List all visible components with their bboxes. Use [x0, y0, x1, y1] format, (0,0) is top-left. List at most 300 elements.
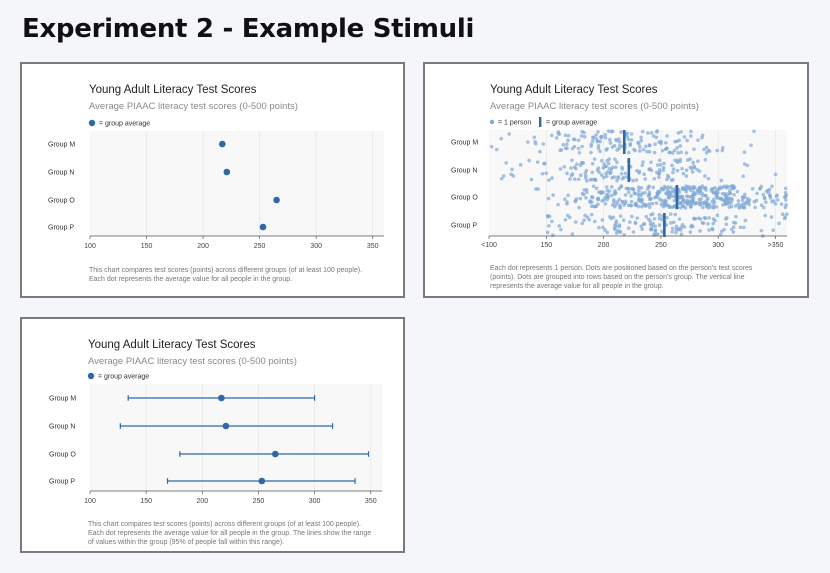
person-dot — [698, 201, 702, 205]
person-dot — [573, 177, 577, 181]
person-dot — [558, 149, 562, 153]
group-label: Group O — [48, 197, 75, 205]
person-dot — [783, 215, 787, 219]
person-dot — [721, 192, 725, 196]
person-dot — [769, 196, 773, 200]
legend-avg-label: = group average — [98, 373, 150, 381]
person-dot — [621, 177, 625, 181]
person-dot — [713, 186, 717, 190]
person-dot — [656, 129, 660, 133]
person-dot — [630, 215, 634, 219]
person-dot — [688, 157, 692, 161]
person-dot — [652, 134, 656, 138]
person-dot — [617, 147, 621, 151]
person-dot — [727, 202, 731, 206]
person-dot — [583, 135, 587, 139]
person-dot — [743, 206, 747, 210]
person-dot — [562, 165, 566, 169]
person-dot — [618, 206, 622, 210]
person-dot — [559, 167, 563, 171]
person-dot — [565, 172, 569, 176]
person-dot — [684, 188, 688, 192]
person-dot — [696, 138, 700, 142]
plot-background — [90, 131, 384, 236]
person-dot — [670, 230, 674, 234]
person-dot — [660, 186, 664, 190]
person-dot — [691, 170, 695, 174]
person-dot — [604, 172, 608, 176]
person-dot — [653, 151, 657, 155]
person-dot — [509, 173, 513, 177]
person-dot — [534, 187, 538, 191]
person-dot — [706, 203, 710, 207]
group-average-dot — [260, 224, 267, 231]
person-dot — [499, 137, 503, 141]
person-dot — [653, 229, 657, 233]
person-dot — [638, 170, 642, 174]
person-dot — [591, 136, 595, 140]
x-tick-label: 300 — [712, 242, 725, 249]
person-dot — [547, 197, 551, 201]
person-dot — [741, 174, 745, 178]
person-dot — [571, 172, 575, 176]
person-dot — [675, 139, 679, 143]
person-dot — [613, 228, 617, 232]
person-dot — [712, 191, 716, 195]
person-dot — [592, 184, 596, 188]
person-dot — [632, 188, 636, 192]
person-dot — [615, 179, 619, 183]
person-dot — [642, 172, 646, 176]
person-dot — [699, 189, 703, 193]
person-dot — [527, 159, 531, 163]
person-dot — [612, 198, 616, 202]
person-dot — [760, 229, 764, 233]
person-dot — [703, 200, 707, 204]
person-dot — [642, 202, 646, 206]
person-dot — [718, 186, 722, 190]
x-tick-label: 100 — [84, 243, 96, 250]
person-dot — [590, 142, 594, 146]
person-dot — [627, 191, 631, 195]
person-dot — [635, 178, 639, 182]
chart-3-title: Young Adult Literacy Test Scores — [88, 339, 256, 351]
person-dot — [784, 195, 788, 199]
person-dot — [664, 199, 668, 203]
person-dot — [645, 150, 649, 154]
person-dot — [749, 143, 753, 147]
person-dot — [682, 172, 686, 176]
person-dot — [573, 138, 577, 142]
person-dot — [658, 197, 662, 201]
person-dot — [672, 220, 676, 224]
person-dot — [656, 232, 660, 236]
person-dot — [605, 185, 609, 189]
x-tick-label: 250 — [253, 243, 266, 250]
person-dot — [680, 232, 684, 236]
person-dot — [725, 195, 729, 199]
person-dot — [550, 134, 554, 138]
person-dot — [675, 146, 679, 150]
person-dot — [646, 131, 650, 135]
legend-avg-dot — [89, 120, 95, 126]
person-dot — [653, 225, 657, 229]
person-dot — [610, 185, 614, 189]
person-dot — [732, 230, 736, 234]
person-dot — [658, 158, 662, 162]
person-dot — [732, 225, 736, 229]
group-average-dot — [219, 141, 226, 148]
person-dot — [510, 168, 514, 172]
person-dot — [658, 223, 662, 227]
person-dot — [577, 206, 581, 210]
person-dot — [691, 199, 695, 203]
person-dot — [701, 134, 705, 138]
person-dot — [526, 140, 530, 144]
person-dot — [613, 158, 617, 162]
person-dot — [781, 212, 785, 216]
person-dot — [630, 200, 634, 204]
person-dot — [675, 159, 679, 163]
chart-2-caption-line-3: represents the average value for all people in the group. — [490, 283, 664, 290]
legend-person-dot — [490, 120, 494, 124]
person-dot — [544, 171, 548, 175]
person-dot — [598, 140, 602, 144]
person-dot — [648, 143, 652, 147]
person-dot — [611, 145, 615, 149]
person-dot — [771, 228, 775, 232]
person-dot — [557, 132, 561, 136]
person-dot — [734, 215, 738, 219]
person-dot — [648, 202, 652, 206]
person-dot — [490, 145, 494, 149]
person-dot — [578, 151, 582, 155]
person-dot — [679, 130, 683, 134]
person-dot — [686, 202, 690, 206]
person-dot — [568, 216, 572, 220]
x-tick-label: 150 — [140, 243, 153, 250]
person-dot — [543, 162, 547, 166]
person-dot — [676, 169, 680, 173]
group-average-line — [663, 213, 666, 237]
person-dot — [609, 171, 613, 175]
person-dot — [616, 175, 620, 179]
person-dot — [690, 167, 694, 171]
person-dot — [708, 149, 712, 153]
x-tick-label: 100 — [84, 498, 96, 505]
person-dot — [632, 230, 636, 234]
person-dot — [551, 233, 555, 237]
person-dot — [673, 149, 677, 153]
person-dot — [536, 160, 540, 164]
person-dot — [685, 151, 689, 155]
person-dot — [645, 215, 649, 219]
person-dot — [711, 222, 715, 226]
person-dot — [602, 198, 606, 202]
person-dot — [653, 217, 657, 221]
person-dot — [690, 195, 694, 199]
person-dot — [507, 132, 511, 136]
person-dot — [780, 202, 784, 206]
person-dot — [593, 157, 597, 161]
person-dot — [725, 216, 729, 220]
person-dot — [707, 177, 711, 181]
person-dot — [664, 141, 668, 145]
person-dot — [579, 173, 583, 177]
person-dot — [577, 177, 581, 181]
person-dot — [765, 190, 769, 194]
person-dot — [546, 215, 550, 219]
person-dot — [599, 135, 603, 139]
person-dot — [611, 203, 615, 207]
person-dot — [597, 170, 601, 174]
person-dot — [736, 190, 740, 194]
person-dot — [590, 213, 594, 217]
person-dot — [775, 194, 779, 198]
person-dot — [593, 220, 597, 224]
person-dot — [595, 187, 599, 191]
person-dot — [580, 134, 584, 138]
plot-background — [489, 130, 787, 236]
person-dot — [601, 218, 605, 222]
chart-1-subtitle: Average PIAAC literacy test scores (0-500 points) — [89, 101, 298, 112]
person-dot — [551, 193, 555, 197]
person-dot — [683, 225, 687, 229]
person-dot — [674, 231, 678, 235]
person-dot — [655, 171, 659, 175]
person-dot — [774, 173, 778, 177]
person-dot — [641, 130, 645, 134]
person-dot — [621, 167, 625, 171]
person-dot — [683, 135, 687, 139]
person-dot — [631, 179, 635, 183]
person-dot — [672, 167, 676, 171]
person-dot — [502, 174, 506, 178]
person-dot — [606, 189, 610, 193]
group-average-dot — [218, 395, 225, 402]
person-dot — [747, 203, 751, 207]
person-dot — [744, 201, 748, 205]
person-dot — [680, 225, 684, 229]
person-dot — [662, 162, 666, 166]
chart-2-caption-line-1: Each dot represents 1 person. Dots are positioned based on the person's test scores — [490, 265, 753, 272]
x-tick-label: 350 — [364, 498, 377, 505]
chart-panel-3 — [20, 317, 405, 553]
person-dot — [772, 199, 776, 203]
x-tick-label: 300 — [308, 498, 321, 505]
person-dot — [606, 193, 610, 197]
person-dot — [504, 161, 508, 165]
group-average-line — [676, 185, 679, 209]
page-title: Experiment 2 - Example Stimuli — [22, 14, 475, 44]
group-average-dot — [223, 423, 230, 430]
group-label: Group N — [48, 169, 75, 177]
person-dot — [568, 177, 572, 181]
person-dot — [643, 191, 647, 195]
person-dot — [624, 193, 628, 197]
person-dot — [643, 177, 647, 181]
group-label: Group N — [49, 423, 76, 431]
person-dot — [590, 204, 594, 208]
person-dot — [608, 138, 612, 142]
person-dot — [634, 202, 638, 206]
person-dot — [577, 147, 581, 151]
group-label: Group P — [48, 224, 75, 232]
person-dot — [715, 149, 719, 153]
person-dot — [574, 200, 578, 204]
person-dot — [637, 186, 641, 190]
x-tick-label: 250 — [252, 498, 265, 505]
person-dot — [586, 215, 590, 219]
person-dot — [622, 218, 626, 222]
chart-panel-2 — [423, 62, 809, 298]
person-dot — [613, 223, 617, 227]
person-dot — [615, 231, 619, 235]
person-dot — [720, 197, 724, 201]
person-dot — [712, 205, 716, 209]
person-dot — [734, 221, 738, 225]
person-dot — [573, 145, 577, 149]
person-dot — [720, 230, 724, 234]
person-dot — [758, 187, 762, 191]
person-dot — [627, 203, 631, 207]
person-dot — [697, 216, 701, 220]
person-dot — [716, 214, 720, 218]
person-dot — [678, 201, 682, 205]
person-dot — [630, 132, 634, 136]
person-dot — [597, 144, 601, 148]
person-dot — [684, 206, 688, 210]
person-dot — [659, 163, 663, 167]
person-dot — [613, 192, 617, 196]
person-dot — [640, 193, 644, 197]
person-dot — [732, 187, 736, 191]
person-dot — [597, 166, 601, 170]
x-tick-label: 150 — [540, 242, 553, 249]
person-dot — [640, 227, 644, 231]
person-dot — [620, 184, 624, 188]
person-dot — [760, 203, 764, 207]
person-dot — [624, 172, 628, 176]
plot-background — [90, 384, 382, 491]
person-dot — [565, 142, 569, 146]
person-dot — [638, 149, 642, 153]
person-dot — [685, 168, 689, 172]
person-dot — [651, 186, 655, 190]
person-dot — [633, 192, 637, 196]
person-dot — [663, 204, 667, 208]
person-dot — [629, 194, 633, 198]
person-dot — [550, 176, 554, 180]
person-dot — [557, 224, 561, 228]
chart-1-caption-line-2: Each dot represents the average value for all people in the group. — [89, 276, 293, 283]
chart-3-svg — [22, 319, 403, 551]
group-average-dot — [259, 478, 266, 485]
person-dot — [651, 202, 655, 206]
person-dot — [601, 166, 605, 170]
person-dot — [585, 179, 589, 183]
person-dot — [685, 139, 689, 143]
person-dot — [641, 160, 645, 164]
person-dot — [564, 218, 568, 222]
person-dot — [582, 218, 586, 222]
person-dot — [710, 187, 714, 191]
group-label: Group M — [451, 139, 479, 147]
person-dot — [649, 160, 653, 164]
person-dot — [695, 168, 699, 172]
person-dot — [751, 187, 755, 191]
person-dot — [689, 186, 693, 190]
person-dot — [636, 216, 640, 220]
person-dot — [609, 130, 613, 134]
chart-1-title: Young Adult Literacy Test Scores — [89, 84, 257, 96]
person-dot — [770, 215, 774, 219]
person-dot — [566, 139, 570, 143]
person-dot — [562, 143, 566, 147]
chart-2-caption-line-2: (points). Dots are grouped into rows based on the person's group. The vertical line — [490, 274, 745, 281]
person-dot — [702, 221, 706, 225]
person-dot — [675, 225, 679, 229]
person-dot — [550, 220, 554, 224]
person-dot — [671, 171, 675, 175]
person-dot — [637, 198, 641, 202]
person-dot — [739, 225, 743, 229]
person-dot — [659, 203, 663, 207]
person-dot — [580, 130, 584, 134]
person-dot — [638, 145, 642, 149]
person-dot — [609, 141, 613, 145]
person-dot — [679, 158, 683, 162]
person-dot — [591, 162, 595, 166]
chart-1-caption-line-1: This chart compares test scores (points) across different groups (of at least 100 people). — [89, 267, 362, 274]
person-dot — [648, 167, 652, 171]
person-dot — [650, 131, 654, 135]
chart-1-svg — [22, 64, 403, 296]
person-dot — [619, 130, 623, 134]
x-tick-label: <100 — [481, 242, 497, 249]
person-dot — [746, 197, 750, 201]
person-dot — [725, 222, 729, 226]
person-dot — [784, 187, 788, 191]
person-dot — [648, 205, 652, 209]
person-dot — [533, 135, 537, 139]
x-tick-label: 150 — [140, 498, 152, 505]
person-dot — [575, 162, 579, 166]
legend-person-label: = 1 person — [498, 119, 532, 127]
chart-panel-1 — [20, 62, 405, 298]
person-dot — [646, 187, 650, 191]
group-average-dot — [272, 451, 279, 458]
person-dot — [658, 190, 662, 194]
person-dot — [732, 193, 736, 197]
chart-3-caption-line-3: of values within the group (95% of people fall within this range). — [88, 539, 285, 546]
chart-3-caption-line-2: Each dot represents the average value for all people in the group. The lines show the range — [88, 530, 372, 537]
person-dot — [668, 151, 672, 155]
person-dot — [605, 159, 609, 163]
person-dot — [624, 199, 628, 203]
person-dot — [691, 161, 695, 165]
group-label: Group N — [451, 167, 478, 175]
person-dot — [541, 172, 545, 176]
person-dot — [589, 151, 593, 155]
group-label: Group O — [49, 451, 76, 459]
person-dot — [596, 130, 600, 134]
person-dot — [703, 216, 707, 220]
person-dot — [753, 206, 757, 210]
person-dot — [685, 174, 689, 178]
group-label: Group M — [48, 141, 76, 149]
x-tick-label: 200 — [196, 498, 209, 505]
